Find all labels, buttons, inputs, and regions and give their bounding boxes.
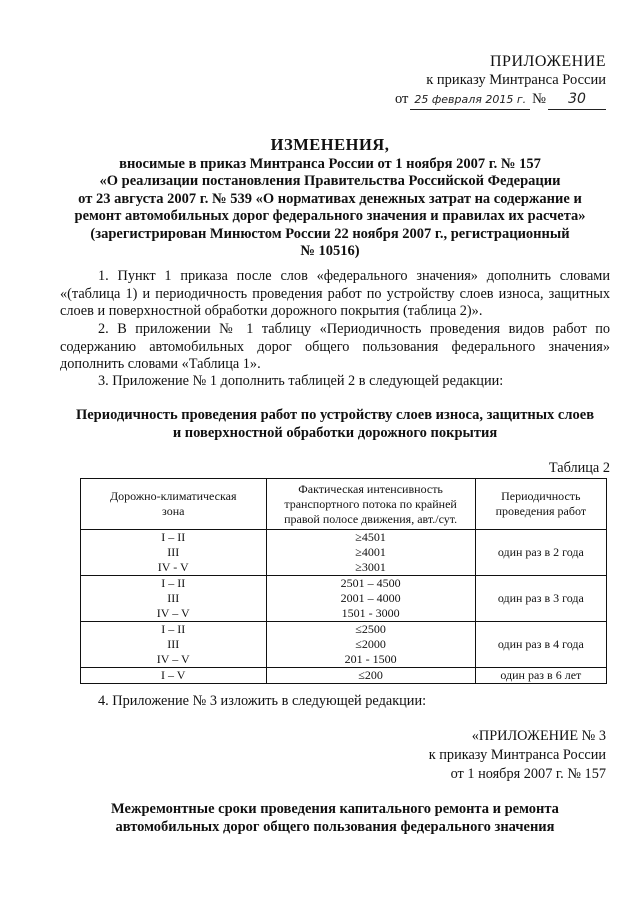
intensity-value: ≤2500 xyxy=(355,622,386,636)
paragraph-3-text: 3. Приложение № 1 дополнить таблицей 2 в следующей редакции: xyxy=(98,373,504,389)
intensity-value: ≥4501 xyxy=(355,530,386,544)
zone-cell xyxy=(81,668,267,684)
zone-value: I – II xyxy=(161,576,186,590)
intensity-value: ≥4001 xyxy=(355,545,386,559)
zone-value: I – V xyxy=(161,668,186,682)
header-intensity-line-3: правой полосе движения, авт./сут. xyxy=(284,511,458,526)
period-cell: один раз в 6 лет xyxy=(475,668,606,684)
table-title xyxy=(60,406,610,442)
title-main: ИЗМЕНЕНИЯ, xyxy=(270,135,390,154)
zone-value: IV - V xyxy=(157,560,189,574)
intensity-cell xyxy=(266,576,475,622)
number-sign: № xyxy=(532,91,546,107)
paragraph-1 xyxy=(60,268,610,321)
section-title-line-1: Межремонтные сроки проведения капитального ремонта и ремонта xyxy=(111,801,559,817)
zone-cell xyxy=(81,530,267,576)
period-cell: один раз в 3 года xyxy=(475,576,606,622)
intensity-value: 1501 - 3000 xyxy=(341,606,400,620)
appendix-3-date: от 1 ноября 2007 г. № 157 xyxy=(450,766,606,782)
appendix-order-ref: к приказу Минтранса России xyxy=(426,72,606,88)
period-cell: один раз в 2 года xyxy=(475,530,606,576)
zone-value: III xyxy=(167,545,180,559)
table-title-line-2: и поверхностной обработки дорожного покрытия xyxy=(172,425,498,441)
appendix-label: ПРИЛОЖЕНИЕ xyxy=(489,53,606,70)
table-row xyxy=(81,576,607,622)
title-line-3: от 23 августа 2007 г. № 539 «О нормативах денежных затрат на содержание и xyxy=(78,190,582,207)
title-line-6: № 10516) xyxy=(300,243,360,259)
header-zone-line-1: Дорожно-климатическая xyxy=(109,489,237,503)
zone-cell xyxy=(81,576,267,622)
intensity-value: 2501 – 4500 xyxy=(340,576,401,590)
header-intensity xyxy=(266,479,475,530)
title-line-1: вносимые в приказ Минтранса России от 1 ноября 2007 г. № 157 xyxy=(119,155,541,172)
intensity-cell xyxy=(266,668,475,684)
appendix-header xyxy=(386,52,606,110)
zone-value: IV – V xyxy=(156,606,190,620)
periodicity-table xyxy=(80,478,607,684)
table-row xyxy=(81,668,607,684)
intensity-value: 2001 – 4000 xyxy=(340,591,401,605)
appendix-3-label: «ПРИЛОЖЕНИЕ № 3 xyxy=(471,728,606,744)
title-line-5: (зарегистрирован Минюстом России 22 ноября 2007 г., регистрационный xyxy=(90,225,570,242)
paragraph-2-text: 2. В приложении № 1 таблицу «Периодичность проведения видов работ по содержанию автомобильных дорог общего пользования федерального значения» дополнить словами «Таблица 1». xyxy=(60,321,610,372)
header-zone xyxy=(81,479,267,530)
period-cell: один раз в 4 года xyxy=(475,622,606,668)
header-period-line-2: проведения работ xyxy=(495,504,587,518)
table-header-row xyxy=(81,479,607,530)
appendix-3-header xyxy=(429,727,606,784)
table-number-label: Таблица 2 xyxy=(548,460,610,476)
header-period xyxy=(475,479,606,530)
header-intensity-line-2: транспортного потока по крайней xyxy=(284,496,457,511)
paragraph-2 xyxy=(60,321,610,374)
intensity-value: ≤2000 xyxy=(355,637,386,651)
header-intensity-line-1: Фактическая интенсивность xyxy=(298,481,443,496)
zone-value: III xyxy=(167,637,180,651)
appendix-3-order-ref: к приказу Минтранса России xyxy=(428,747,606,763)
intensity-cell xyxy=(266,530,475,576)
intensity-cell xyxy=(266,622,475,668)
section-title xyxy=(60,800,610,836)
document-title xyxy=(60,136,600,261)
intensity-value: ≤200 xyxy=(358,668,383,682)
zone-cell xyxy=(81,622,267,668)
zone-value: I – II xyxy=(161,530,186,544)
intensity-value: 201 - 1500 xyxy=(344,652,397,666)
title-line-4: ремонт автомобильных дорог федерального значения и правилах их расчета» xyxy=(74,208,586,224)
zone-value: I – II xyxy=(161,622,186,636)
zone-value: III xyxy=(167,591,180,605)
header-zone-line-2: зона xyxy=(162,504,185,518)
header-period-line-1: Периодичность xyxy=(501,489,581,503)
table-row xyxy=(81,530,607,576)
zone-value: IV – V xyxy=(156,652,190,666)
table-title-line-1: Периодичность проведения работ по устройству слоев износа, защитных слоев xyxy=(75,407,595,423)
appendix-dateline xyxy=(386,90,606,110)
paragraph-3 xyxy=(60,373,610,391)
title-line-2: «О реализации постановления Правительства Российской Федерации xyxy=(99,173,561,189)
from-label: от xyxy=(394,91,409,107)
handwritten-number: 30 xyxy=(548,90,606,110)
section-title-line-2: автомобильных дорог общего пользования федерального значения xyxy=(115,819,555,835)
paragraph-1-text: 1. Пункт 1 приказа после слов «федерального значения» дополнить словами «(таблица 1) и периодичность проведения работ по устройству слоев износа, защитных слоев и поверхностной обработки дорожного покрытия (таблица 2)». xyxy=(60,268,610,319)
intensity-value: ≥3001 xyxy=(355,560,386,574)
table-row xyxy=(81,622,607,668)
handwritten-date: 25 февраля 2015 г. xyxy=(410,90,530,110)
paragraph-4: 4. Приложение № 3 изложить в следующей редакции: xyxy=(98,693,427,709)
